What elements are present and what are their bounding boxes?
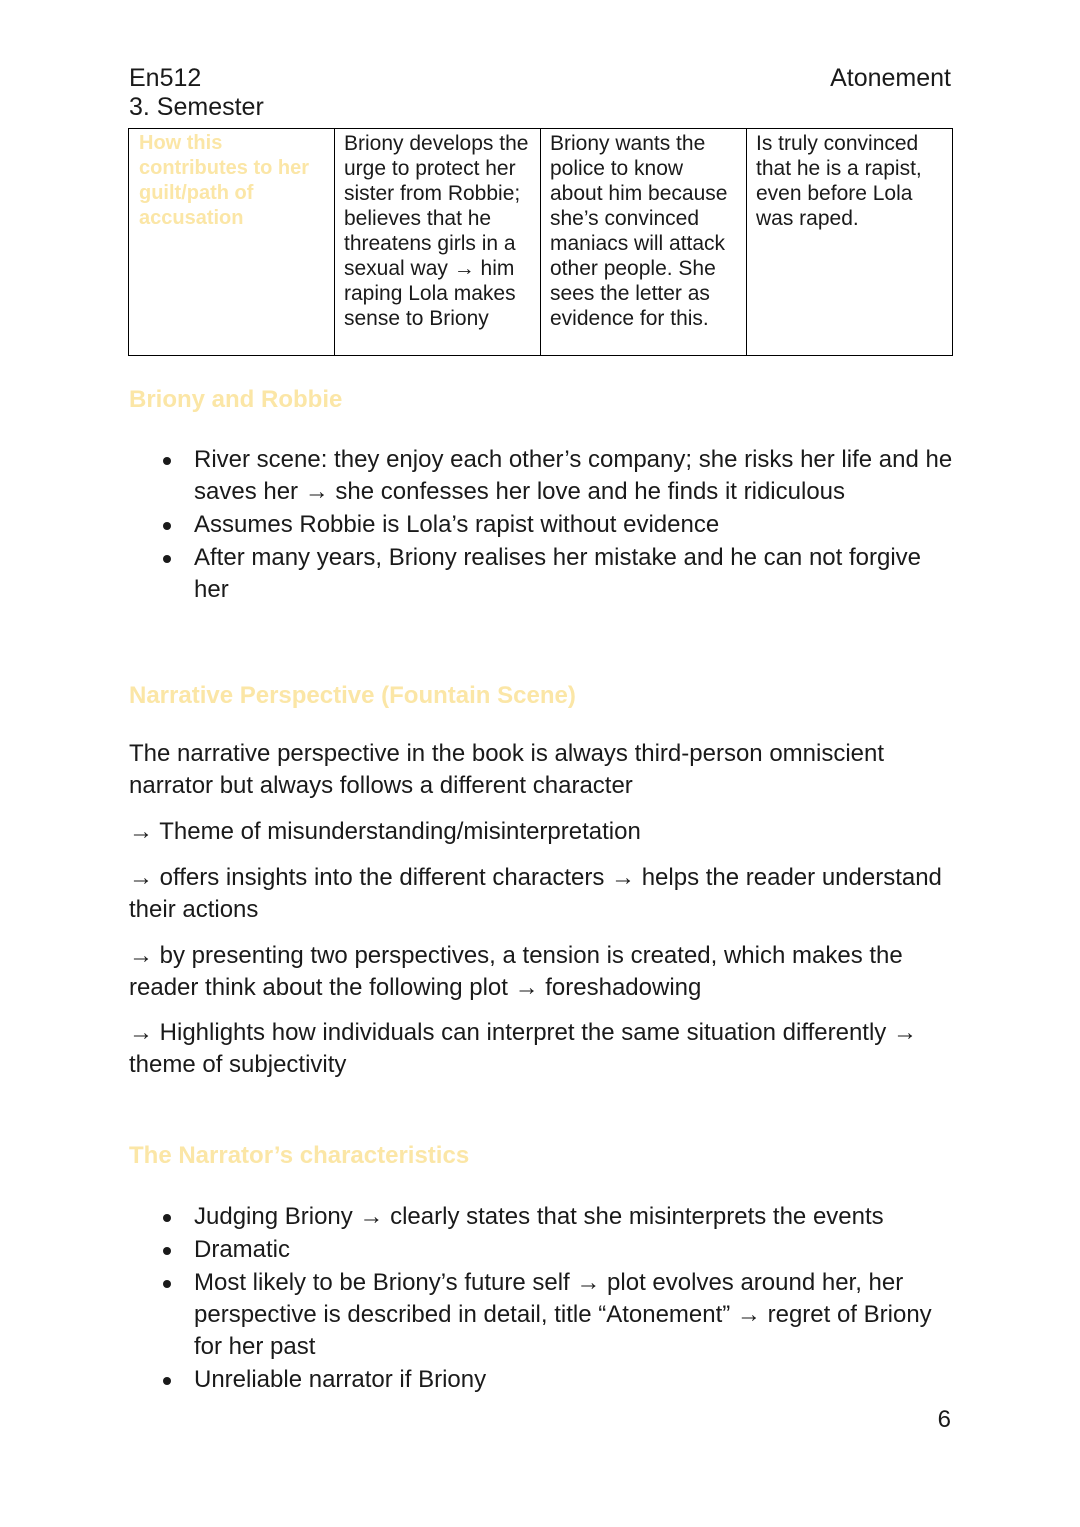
- bullet-icon: [163, 555, 171, 563]
- bullet-icon: [163, 522, 171, 530]
- page-number: 6: [937, 1406, 951, 1433]
- list-item: [160, 444, 960, 508]
- table-cell: Is truly convinced that he is a rapist, even before Lola was raped.: [747, 129, 953, 356]
- list-item: [160, 1201, 960, 1233]
- course-code: En512: [129, 64, 202, 92]
- list-item-text: After many years, Briony realises her mistake and he can not forgive her: [194, 544, 922, 603]
- list-item: [160, 542, 960, 606]
- header-left: [129, 64, 264, 122]
- table-cell: Briony wants the police to know about him because she’s convinced maniacs will attack other people. She sees the letter as evidence for this.: [541, 129, 747, 356]
- list-item-text: River scene: they enjoy each other’s company; she risks her life and he saves her → she confesses her love and he finds it ridiculous: [194, 446, 953, 505]
- bullet-icon: [163, 1214, 171, 1222]
- section-title-narrator-characteristics: The Narrator’s characteristics: [129, 1142, 470, 1169]
- list-item: [160, 1234, 960, 1266]
- paragraph: → offers insights into the different characters → helps the reader understand their actions: [129, 864, 942, 923]
- document-title: Atonement: [830, 64, 951, 92]
- table-row-label: How this contributes to her guilt/path of accusation: [129, 129, 335, 356]
- section-title-narrative-perspective: Narrative Perspective (Fountain Scene): [129, 682, 576, 709]
- paragraph: → by presenting two perspectives, a tension is created, which makes the reader think about the following plot → foreshadowing: [129, 942, 903, 1001]
- analysis-table: [128, 128, 953, 356]
- paragraph: → Highlights how individuals can interpret the same situation differently → theme of subjectivity: [129, 1019, 917, 1078]
- table-cell: Briony develops the urge to protect her sister from Robbie; believes that he threatens girls in a sexual way → him raping Lola makes sense to Briony: [335, 129, 541, 356]
- list-item-text: Unreliable narrator if Briony: [194, 1366, 487, 1393]
- briony-robbie-list: [160, 444, 960, 607]
- section-title-briony-robbie: Briony and Robbie: [129, 386, 343, 413]
- list-item-text: Assumes Robbie is Lola’s rapist without evidence: [194, 511, 720, 538]
- list-item: [160, 509, 960, 541]
- bullet-icon: [163, 1280, 171, 1288]
- bullet-icon: [163, 457, 171, 465]
- bullet-icon: [163, 1247, 171, 1255]
- list-item-text: Judging Briony → clearly states that she misinterprets the events: [194, 1203, 884, 1230]
- paragraph: The narrative perspective in the book is always third-person omniscient narrator but always follows a different character: [129, 740, 885, 799]
- narrator-characteristics-list: [160, 1201, 960, 1397]
- list-item: [160, 1267, 960, 1363]
- semester: 3. Semester: [129, 93, 264, 121]
- paragraph: → Theme of misunderstanding/misinterpretation: [129, 818, 641, 845]
- list-item-text: Most likely to be Briony’s future self → plot evolves around her, her perspective is described in detail, title “Atonement” → regret of Briony for her past: [194, 1269, 932, 1360]
- list-item-text: Dramatic: [194, 1236, 291, 1263]
- table-row: [129, 129, 953, 356]
- list-item: [160, 1364, 960, 1396]
- bullet-icon: [163, 1377, 171, 1385]
